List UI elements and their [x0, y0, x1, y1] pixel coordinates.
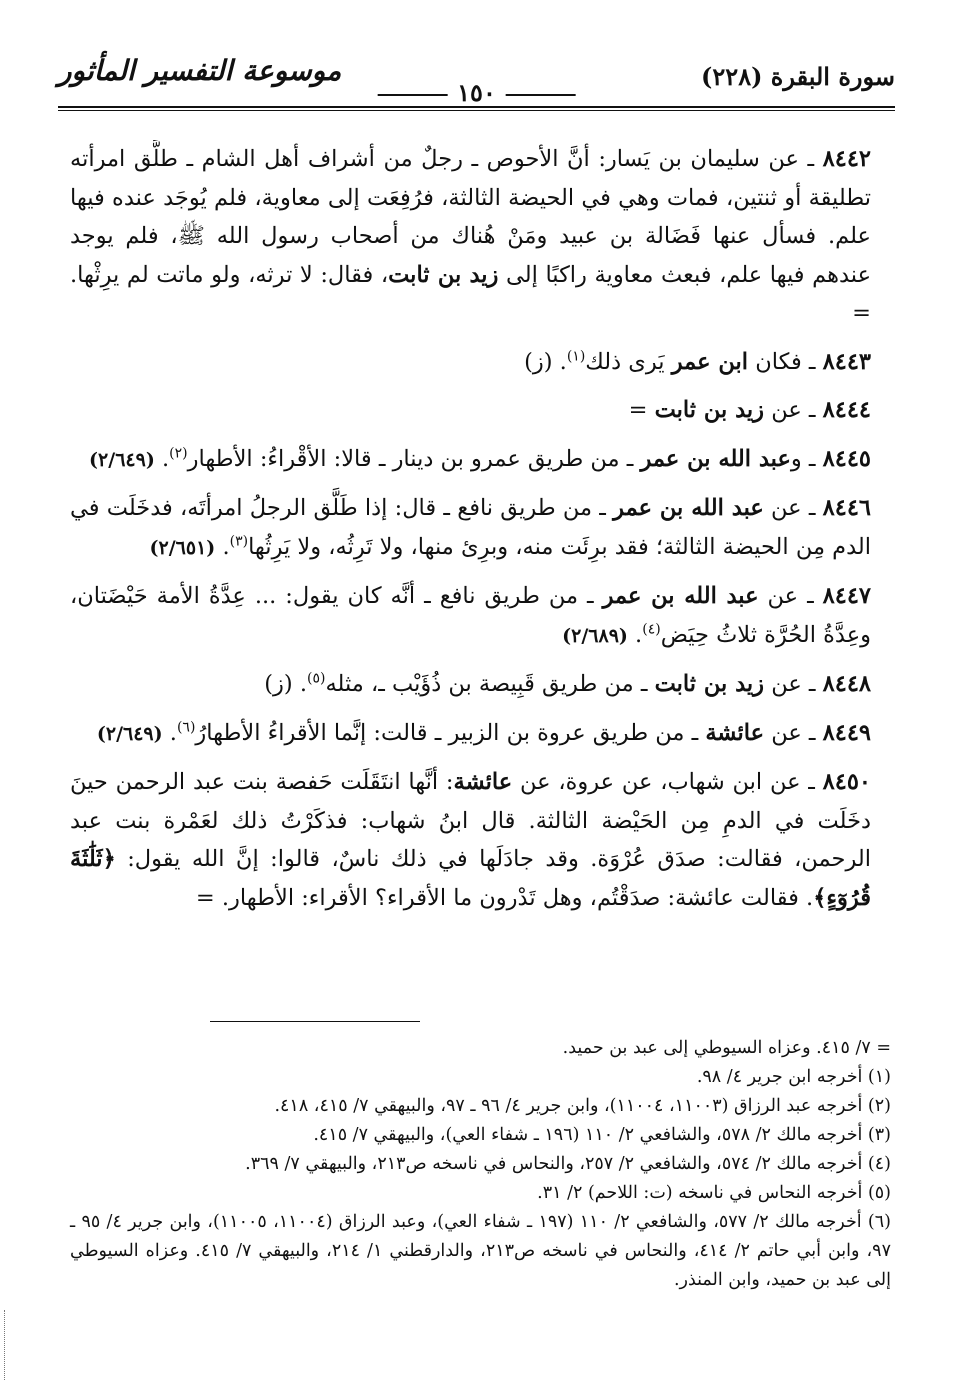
- entry-number: ٨٤٤٢: [822, 146, 871, 172]
- footnote-ref[interactable]: (٢): [169, 445, 188, 461]
- volume-page-ref: (٢/٦٨٩): [562, 624, 628, 647]
- entry-bold-name: زيد بن ثابت: [654, 671, 765, 697]
- entry-text: ـ عن: [758, 583, 823, 609]
- entry-number: ٨٤٤٨: [822, 671, 871, 697]
- entry-text: ـ من طريق نافع ـ قال: إذا طَلَّق الرجلُ امرأتَه، فدخَلَت في الدم مِن الحيضة الثالثة؛ فقد برِئَت منه، وبرِئ منها، ولا تَرِثُه، ولا يَرِثُها: [70, 495, 871, 560]
- entry-8444: [70, 391, 871, 430]
- entry-tail: .: [627, 621, 643, 648]
- entry-text: ـ من طريق قَبِيصة بن ذُؤَيْب ـ، مثله: [325, 671, 655, 697]
- entry-tail: .: [215, 533, 230, 560]
- entry-tail: . فقالت عائشة: صدَقْتُم، وهل تَدْرون ما الأقراء؟ الأقراء: الأطهار. =: [195, 884, 814, 911]
- footnote-separator: [210, 1021, 420, 1022]
- entry-8449: [70, 714, 871, 754]
- entry-8443: [70, 343, 871, 382]
- entry-text: ، فقال: لا ترثه، ولو ماتت لم يرِثْها. =: [70, 261, 871, 326]
- entry-text: ـ و: [790, 445, 823, 472]
- volume-page-ref: (٢/٦٥١): [149, 536, 216, 559]
- entry-text: ـ عن سليمان بن يَسار: أنَّ الأحوص ـ رجلٌ من أشراف أهل الشام ـ طلَّق امرأته تطليقة أو ثنتين، فمات وهي في الحيضة الثالثة، فرُفِعَت إلى معاوية، فلم يُوجَد عنده فيها علم. فسأل عنها فَضَالة بن عبيد ومَنْ هُناك من أصحاب رسول الله ﷺ، فلم يوجد عندهم فيها علم، فبعث معاوية راكبًا إلى: [70, 146, 871, 288]
- entry-text: ـ من طريق نافع ـ أنَّه كان يقول: ... عِدَّةُ الأمة حَيْضَتان، وعِدَّةُ الحُرَّة ثلاثُ حِيَض: [70, 583, 871, 648]
- entry-bold-name: ابن عمر: [671, 348, 749, 375]
- footnote-ref[interactable]: (١): [566, 348, 586, 364]
- entry-text: ـ عن: [764, 397, 823, 423]
- footnote-5: (٥) أخرجه النحاس في ناسخه (ت: اللاحم) ٢/ ٣١.: [537, 1183, 891, 1203]
- entry-text: ـ من طريق عمرو بن دينار ـ قالا: الأقْراءُ: الأطهار: [187, 445, 641, 472]
- footnote-ref[interactable]: (٦): [176, 719, 196, 735]
- entry-text: يَرى ذلك: [585, 348, 672, 375]
- footnote-3: (٣) أخرجه مالك ٢/ ٥٧٨، والشافعي ٢/ ١١٠ (١٩٦ ـ شفاء العي)، والبيهقي ٧/ ٤١٥.: [313, 1125, 891, 1145]
- volume-page-ref: (٢/٦٤٩): [89, 448, 155, 471]
- entry-number: ٨٤٤٦: [822, 495, 871, 521]
- entry-8442: [70, 140, 871, 333]
- entry-8448: [70, 665, 871, 704]
- entry-8447: [70, 577, 871, 655]
- entry-number: ٨٤٥٠: [822, 769, 871, 795]
- footnote-2: (٢) أخرجه عبد الرزاق (١١٠٠٣، ١١٠٠٤)، وابن جرير ٤/ ٩٦ ـ ٩٧، والبيهقي ٧/ ٤١٥، ٤١٨.: [274, 1096, 891, 1116]
- entry-8445: [70, 440, 871, 480]
- entry-tail: . (ز): [524, 348, 567, 375]
- entry-8450: [70, 763, 871, 917]
- main-text: [70, 140, 871, 1010]
- entry-text: ـ عن: [763, 495, 823, 521]
- entry-number: ٨٤٤٧: [822, 583, 871, 609]
- entry-text: ـ عن ابن شهاب، عن عروة، عن: [512, 769, 823, 795]
- footnote-ref[interactable]: (٣): [229, 533, 249, 549]
- page-number: ١٥٠: [367, 78, 586, 107]
- entry-text: =: [628, 397, 655, 423]
- footnote-6: (٦) أخرجه مالك ٢/ ٥٧٧، والشافعي ٢/ ١١٠ (١٩٧ ـ شفاء العي)، وعبد الرزاق (١١٠٠٤، ١١٠٠٥)، وابن جرير ٤/ ٩٥ ـ ٩٧، وابن أبي حاتم ٢/ ٤١٤، والنحاس في ناسخه ص٢١٣، والدارقطني ١/ ٢١٤، والبيهقي ٧/ ٤١٥. وعزاه السيوطي إلى عبد بن حميد، وابن المنذر.: [70, 1212, 891, 1290]
- entry-number: ٨٤٤٣: [822, 348, 871, 375]
- entry-number: ٨٤٤٤: [822, 397, 871, 423]
- entry-text: ـ عن: [764, 671, 823, 697]
- footnotes: [70, 1034, 891, 1295]
- footnote-1: (١) أخرجه ابن جرير ٤/ ٩٨.: [696, 1067, 891, 1087]
- volume-page-ref: (٢/٦٤٩): [96, 722, 163, 745]
- entry-number: ٨٤٤٥: [822, 445, 871, 472]
- entry-bold-name: عائشة: [453, 769, 513, 795]
- book-title: موسوعة التفسير المأثور: [58, 54, 342, 87]
- entry-text: : أنَّها انتَقَلَت حَفصة بنت عبد الرحمن حينَ دخَلَت في الدمِ مِن الحَيْضة الثالثة. قال ابنُ شهاب: فذكَرْتُ ذلك لعَمْرة بنت عبد الرحمن، فقالت: صدَق عُرْوَة. وقد جادَلَها في ذلك ناسٌ، قالوا: إنَّ الله يقول:: [70, 769, 871, 872]
- entry-bold-name: عبد الله بن عمر: [640, 445, 791, 472]
- page-header: [58, 48, 895, 110]
- entry-tail: . (ز): [264, 671, 308, 697]
- entry-text: ـ عن: [764, 719, 823, 746]
- quran-quote: ﴿ثَلَٰثَةَ قُرُوٓءٍ﴾: [70, 846, 871, 911]
- entry-bold-name: عبد الله بن عمر: [602, 583, 759, 609]
- entry-8446: [70, 489, 871, 567]
- entry-number: ٨٤٤٩: [822, 719, 871, 746]
- header-rule: [58, 106, 895, 111]
- entry-text: ـ من طريق عروة بن الزبير ـ قالت: إنَّما الأقراءُ الأطهارُ: [195, 719, 706, 746]
- entry-bold-name: عائشة: [705, 719, 765, 746]
- surah-title: سورة البقرة (٢٢٨): [701, 62, 895, 91]
- footnote-ref[interactable]: (٥): [307, 670, 326, 687]
- footnote-4: (٤) أخرجه مالك ٢/ ٥٧٤، والشافعي ٢/ ٢٥٧، والنحاس في ناسخه ص٢١٣، والبيهقي ٧/ ٣٦٩.: [245, 1154, 891, 1174]
- entry-tail: .: [154, 445, 170, 472]
- entry-tail: .: [162, 719, 177, 746]
- footnote-continuation: = ٧/ ٤١٥. وعزاه السيوطي إلى عبد بن حميد.: [562, 1038, 891, 1058]
- footnote-ref[interactable]: (٤): [642, 621, 661, 637]
- entry-text: ـ فكان: [748, 348, 823, 375]
- entry-bold-name: زيد بن ثابت: [388, 261, 499, 288]
- entry-bold-name: زيد بن ثابت: [654, 397, 765, 423]
- entry-bold-name: عبد الله بن عمر: [613, 495, 764, 521]
- scan-margin-mark: [4, 1310, 11, 1380]
